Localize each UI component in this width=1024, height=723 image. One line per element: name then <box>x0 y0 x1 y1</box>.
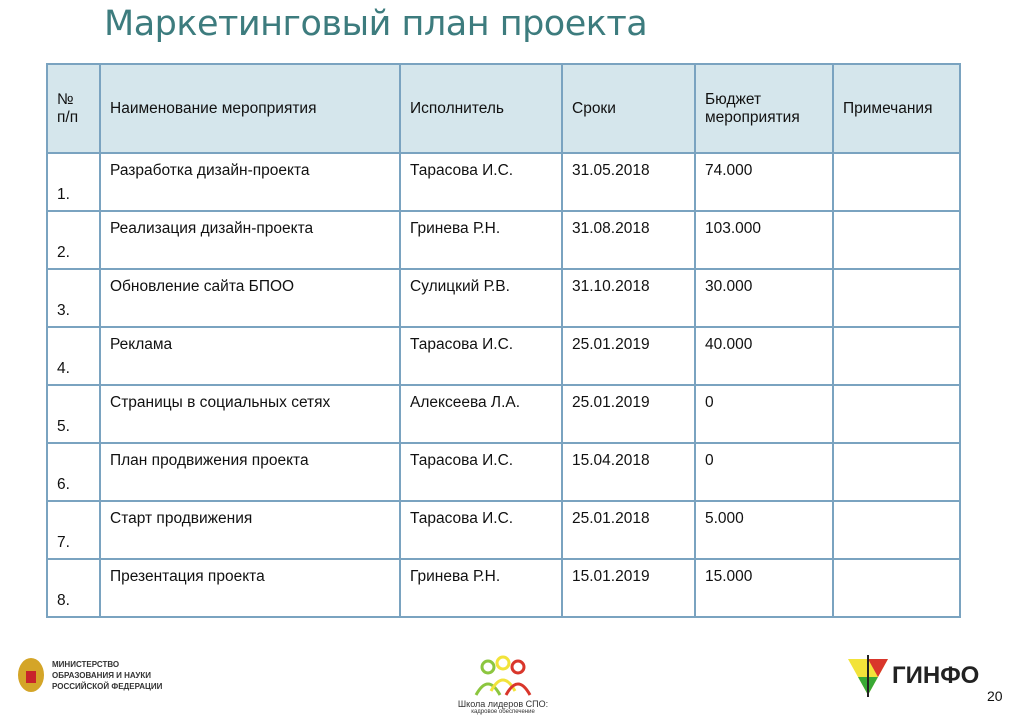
cell-name: Реклама <box>100 327 400 385</box>
cell-name: Реализация дизайн-проекта <box>100 211 400 269</box>
cell-notes <box>833 559 960 617</box>
cell-name: Старт продвижения <box>100 501 400 559</box>
cell-num: 7. <box>47 501 100 559</box>
cell-date: 25.01.2018 <box>562 501 695 559</box>
table-row <box>47 269 960 327</box>
cell-budget: 5.000 <box>695 501 833 559</box>
cell-name: Разработка дизайн-проекта <box>100 153 400 211</box>
cell-name: Обновление сайта БПОО <box>100 269 400 327</box>
header-notes: Примечания <box>833 64 960 153</box>
cell-name: План продвижения проекта <box>100 443 400 501</box>
cell-budget: 40.000 <box>695 327 833 385</box>
people-logo-icon <box>468 655 538 697</box>
cell-num: 5. <box>47 385 100 443</box>
table-row <box>47 327 960 385</box>
cell-executor: Тарасова И.С. <box>400 443 562 501</box>
table-row <box>47 211 960 269</box>
cell-num: 3. <box>47 269 100 327</box>
cell-num: 8. <box>47 559 100 617</box>
cell-budget: 0 <box>695 443 833 501</box>
cell-executor: Алексеева Л.А. <box>400 385 562 443</box>
cell-notes <box>833 501 960 559</box>
ginfo-emblem-icon <box>848 655 888 697</box>
cell-num: 6. <box>47 443 100 501</box>
cell-budget: 15.000 <box>695 559 833 617</box>
cell-budget: 103.000 <box>695 211 833 269</box>
cell-date: 31.05.2018 <box>562 153 695 211</box>
cell-notes <box>833 385 960 443</box>
cell-notes <box>833 443 960 501</box>
cell-notes <box>833 153 960 211</box>
school-subtext: кадровое обеспечение <box>471 709 535 715</box>
table-header-row <box>47 64 960 153</box>
cell-name: Страницы в социальных сетях <box>100 385 400 443</box>
school-text: Школа лидеров СПО: <box>457 699 549 709</box>
table-row <box>47 501 960 559</box>
cell-date: 25.01.2019 <box>562 327 695 385</box>
cell-notes <box>833 211 960 269</box>
ministry-logo <box>16 655 167 695</box>
cell-notes <box>833 269 960 327</box>
cell-executor: Гринева Р.Н. <box>400 211 562 269</box>
ginfo-logo <box>848 655 979 697</box>
cell-budget: 30.000 <box>695 269 833 327</box>
cell-budget: 74.000 <box>695 153 833 211</box>
table-row <box>47 559 960 617</box>
cell-num: 2. <box>47 211 100 269</box>
cell-num: 1. <box>47 153 100 211</box>
cell-executor: Сулицкий Р.В. <box>400 269 562 327</box>
page-number: 20 <box>987 688 1003 704</box>
cell-num: 4. <box>47 327 100 385</box>
table-row <box>47 443 960 501</box>
ginfo-text: ГИНФО <box>892 662 980 689</box>
header-name: Наименование мероприятия <box>100 64 400 153</box>
cell-executor: Гринева Р.Н. <box>400 559 562 617</box>
cell-date: 25.01.2019 <box>562 385 695 443</box>
cell-notes <box>833 327 960 385</box>
cell-executor: Тарасова И.С. <box>400 327 562 385</box>
header-num: № п/п <box>47 64 100 153</box>
cell-budget: 0 <box>695 385 833 443</box>
cell-date: 15.04.2018 <box>562 443 695 501</box>
cell-date: 31.10.2018 <box>562 269 695 327</box>
ministry-text: МИНИСТЕРСТВО ОБРАЗОВАНИЯ И НАУКИ РОССИЙСКОЙ ФЕДЕРАЦИИ <box>52 659 163 691</box>
cell-executor: Тарасова И.С. <box>400 501 562 559</box>
header-dates: Сроки <box>562 64 695 153</box>
page-title: Маркетинговый план проекта <box>104 4 648 44</box>
cell-date: 31.08.2018 <box>562 211 695 269</box>
table-row <box>47 385 960 443</box>
school-logo <box>448 655 558 715</box>
header-budget: Бюджет мероприятия <box>695 64 833 153</box>
header-executor: Исполнитель <box>400 64 562 153</box>
coat-of-arms-icon <box>16 655 46 695</box>
cell-name: Презентация проекта <box>100 559 400 617</box>
marketing-plan-table <box>46 63 961 618</box>
table-row <box>47 153 960 211</box>
cell-date: 15.01.2019 <box>562 559 695 617</box>
cell-executor: Тарасова И.С. <box>400 153 562 211</box>
